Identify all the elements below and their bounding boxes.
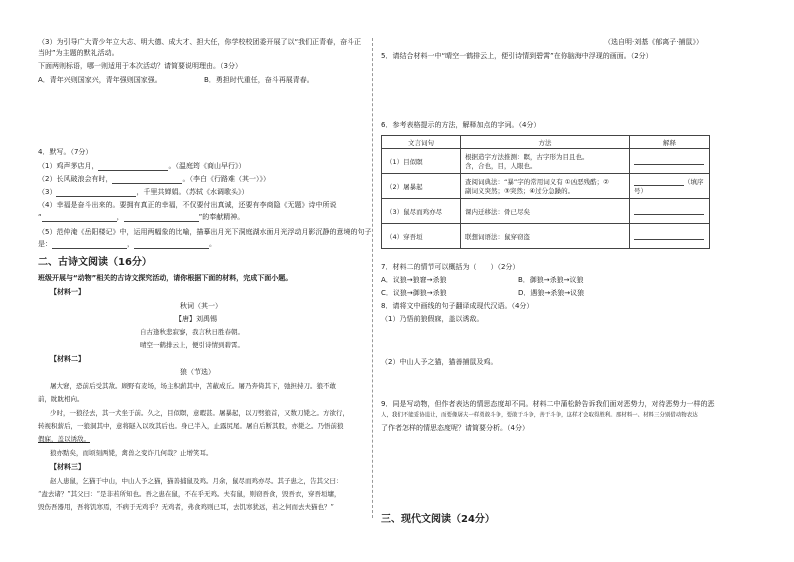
answer-blank[interactable] — [112, 177, 182, 184]
material-1-label: 【材料一】 — [50, 288, 85, 296]
answer-blank[interactable] — [42, 215, 117, 222]
section-2-title: 二、古诗文阅读（16分） — [38, 257, 152, 268]
material-2-para-2b: 转视积薪后，一狼洞其中，意将隧入以攻其后也。身已半入，止露尻尾。屠自后断其股，亦毙之。乃悟前狼 — [38, 422, 344, 430]
page-divider — [372, 38, 373, 518]
material-3-line-1: 赵人患鼠，乞猫于中山，中山人予之猫，猫善捕鼠及鸡。月余，鼠尽而鸡亦尽。其子患之，告其父曰： — [50, 477, 343, 485]
answer-blank[interactable] — [98, 164, 168, 171]
material-2-label: 【材料二】 — [50, 355, 85, 363]
table-row — [382, 174, 710, 199]
q4-line-5b: 是： ， 。 — [38, 240, 216, 248]
poem-title: 秋词（其一） — [180, 302, 222, 310]
q4-title: 4．默写。（7分） — [38, 148, 93, 156]
q7-option-d[interactable]: D．遇狼→杀狼→议狼 — [518, 289, 585, 297]
table-row — [382, 199, 710, 224]
q7-option-a[interactable]: A．议狼→狼窘→杀狼 — [381, 276, 447, 284]
material-2-para-1b: 前，眈眈相向。 — [38, 395, 84, 403]
table-cell: （1）目似瞑 — [382, 149, 461, 174]
q8-item-1: （1）乃悟前狼假寐，盖以诱敌。 — [381, 315, 484, 323]
material-2-title: 狼（节选） — [180, 368, 215, 376]
table-cell: 查阅词典法：“暴”字的常用词义有 ①凶恶残酷；② 副词义突然；③突然；④过分急躁的。 — [461, 174, 630, 199]
table-row — [382, 224, 710, 249]
q3-question: 下面两则标语，哪一则适用于本次活动？请简要说明理由。（3分） — [38, 62, 242, 70]
table-header: 方法 — [461, 136, 630, 149]
q4-line-3: （3） ，千里共婵娟。（苏轼《水调歌头》） — [38, 188, 249, 196]
table-cell: 课内迁移法：骨已尽矣 — [461, 199, 630, 224]
q3-intro-cont: 当时”为主题的默礼活动。 — [38, 49, 119, 57]
material-3-label: 【材料三】 — [50, 463, 85, 471]
q4-line-2: （2）长风破浪会有时， 。（李白《行路难（其一）》） — [38, 175, 270, 183]
material-2-para-1: 屠大窘，恐前后受其敌。顾野有麦场，场主积薪其中，苫蔽成丘。屠乃奔倚其下，弛担持刀。狼不敢 — [50, 382, 336, 390]
q3-option-b: B．勇担时代重任，奋斗再展青春。 — [204, 76, 314, 84]
table-cell: 联想词语法：鼠穿窃盗 — [461, 224, 630, 249]
answer-cell[interactable] — [630, 199, 710, 224]
table-cell: （4）穿吾垣 — [382, 224, 461, 249]
q4-line-5: （5）范仲淹《岳阳楼记》中，运用两幅象的比喻，描摹出月光下洞庭湖水面月光浮动月影沉静的意境的句子 — [38, 228, 372, 236]
material-3-line-3: 毁伤吾器用，吾将饥寒焉，不病于无鸡乎？无鸡者，弗食鸡则已耳，去饥寒犹远，若之何而去夫猫也？” — [38, 503, 334, 511]
poem-line-2: 晴空一鹤排云上，便引诗情到碧霄。 — [140, 341, 244, 349]
answer-blank[interactable] — [134, 242, 209, 249]
q7-option-b[interactable]: B．御狼→杀狼→议狼 — [518, 276, 584, 284]
answer-cell[interactable] — [630, 224, 710, 249]
underlined-sentence-1: 假寐，盖以诱敌。 — [38, 435, 90, 443]
poem-line-1: 自古逢秋悲寂寥，我言秋日胜春朝。 — [140, 328, 244, 336]
definition-table — [381, 135, 710, 249]
q8: 8．请将文中画线的句子翻译成现代汉语。（4分） — [381, 302, 534, 310]
material-3-line-2: “盍去诸？”其父曰：“是非若所知也。吾之患在鼠，不在乎无鸡。夫有鼠，则窃吾食，毁吾衣，穿吾垣墉， — [38, 490, 341, 498]
table-row — [382, 149, 710, 174]
q3-intro: （3）为引导广大青少年立大志、明大德、成大才、担大任，你学校校团委开展了以“我们正青春，奋斗正 — [38, 38, 362, 46]
q9-line-2: 人，我们不能妥协退让，而要像屠夫一样勇敢斗争，要敢于斗争，善于斗争，这样才会取得胜利。那材料一、材料三分别借动物表达 — [381, 412, 698, 419]
poem-author: 【唐】刘禹锡 — [175, 315, 217, 323]
table-cell: 根据造字方法推测：瞑，古字形为目且也。 含，合也，目，人眼也。 — [461, 149, 630, 174]
answer-cell[interactable] — [630, 149, 710, 174]
section-3-title: 三、现代文阅读（24分） — [381, 514, 495, 525]
answer-cell[interactable]: （填序号） — [630, 174, 710, 199]
section-2-intro: 班级开展与“动物”相关的古诗文探究活动，请你根据下面的材料，完成下面小题。 — [38, 274, 293, 282]
q5: 5．请结合材料一中“晴空一鹤排云上，便引诗情到碧霄”在你脑海中浮现的画面。（2分） — [381, 52, 653, 60]
answer-blank[interactable] — [56, 190, 136, 197]
q7: 7．材料二的情节可以概括为（ ）（2分） — [381, 263, 520, 271]
source-citation: （选自明·刘基《郁离子·捕鼠》） — [604, 38, 703, 46]
q6: 6．参考表格提示的方法，解释加点的字词。（4分） — [381, 121, 541, 129]
answer-blank[interactable] — [52, 242, 127, 249]
q4-line-4b: “ ， ”的奉献精神。 — [38, 213, 245, 221]
answer-blank[interactable] — [124, 215, 199, 222]
q7-option-c[interactable]: C．议狼→御狼→杀狼 — [381, 289, 447, 297]
q4-line-1: （1）鸡声茅店月， 。（温庭筠《商山早行》） — [38, 162, 246, 170]
table-header: 解释 — [630, 136, 710, 149]
table-header-row — [382, 136, 710, 149]
q9-line-1: 9．同是写动物，但作者表达的情思态度却不同。材料二中蒲松龄告诉我们面对恶势力，对待恶势力一样的恶 — [381, 400, 715, 408]
table-cell: （2）屠暴起 — [382, 174, 461, 199]
q3-option-a: A．青年兴则国家兴，青年强则国家强。 — [38, 76, 162, 84]
table-cell: （3）鼠尽而鸡亦尽 — [382, 199, 461, 224]
q4-line-4: （4）幸福是奋斗出来的。要拥有真正的幸福，不仅要付出真诚，还要有李商隐《无题》诗中所说 — [38, 201, 337, 209]
q9-line-3: 了作者怎样的情思态度呢？请简要分析。（4分） — [381, 424, 529, 432]
q8-item-2: （2）中山人予之猫，猫善捕鼠及鸡。 — [381, 358, 498, 366]
material-2-para-2: 少时，一狼径去，其一犬坐于前。久之，目似瞑，意暇甚。屠暴起，以刀劈狼首，又数刀毙之。方欲行， — [50, 409, 349, 417]
table-header: 文言词句 — [382, 136, 461, 149]
material-2-para-3: 狼亦黠矣，而顷刻两毙，禽兽之变诈几何哉？止增笑耳。 — [50, 449, 213, 457]
